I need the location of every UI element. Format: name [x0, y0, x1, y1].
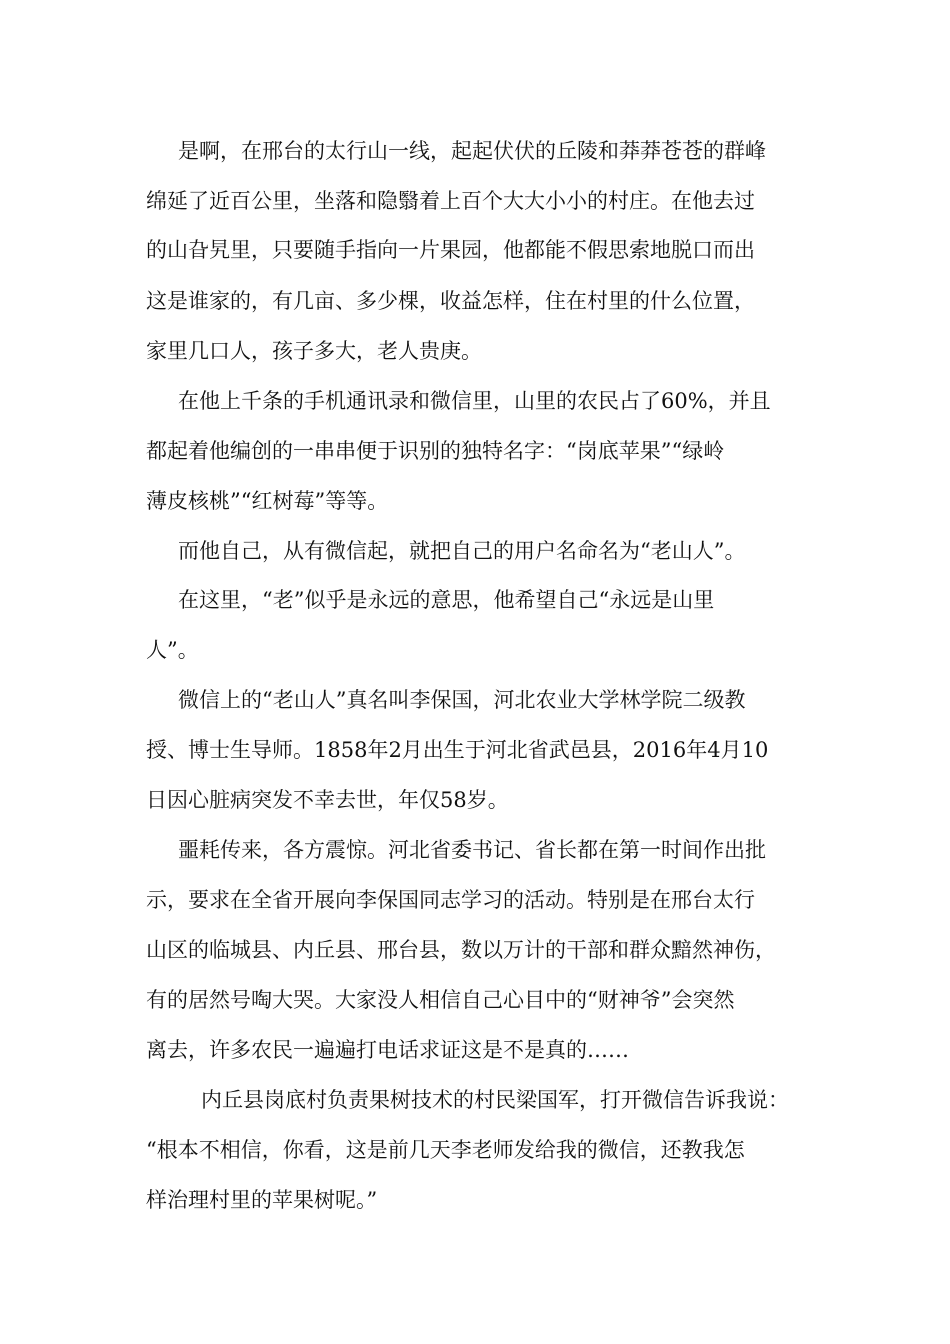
text-line: 日因心脏病突发不幸去世，年仅58岁。 — [146, 788, 509, 812]
text-line: 家里几口人，孩子多大，老人贵庚。 — [146, 339, 482, 363]
text-line: 人”。 — [146, 638, 199, 662]
text-line: 样治理村里的苹果树呢。” — [146, 1188, 378, 1212]
text-line: 在这里，“老”似乎是永远的意思，他希望自己“永远是山里 — [178, 588, 715, 612]
text-line: 都起着他编创的一串串便于识别的独特名字：“岗底苹果”“绿岭 — [146, 439, 725, 463]
text-line: 内丘县岗底村负责果树技术的村民梁国军，打开微信告诉我说： — [201, 1088, 789, 1112]
text-line: 绵延了近百公里，坐落和隐翳着上百个大大小小的村庄。在他去过 — [146, 189, 755, 213]
text-line: 薄皮核桃”“红树莓”等等。 — [146, 489, 389, 513]
text-line: 这是谁家的，有几亩、多少棵，收益怎样，住在村里的什么位置， — [146, 289, 755, 313]
text-line: 离去，许多农民一遍遍打电话求证这是不是真的…… — [146, 1038, 629, 1062]
text-line: 是啊，在邢台的太行山一线，起起伏伏的丘陵和莽莽苍苍的群峰 — [178, 139, 766, 163]
text-line: 微信上的“老山人”真名叫李保国，河北农业大学林学院二级教 — [178, 688, 746, 712]
text-line: 授、博士生导师。1858年2月出生于河北省武邑县，2016年4月10 — [146, 738, 769, 762]
text-line: 有的居然号啕大哭。大家没人相信自己心目中的“财神爷”会突然 — [146, 988, 735, 1012]
text-line: 噩耗传来，各方震惊。河北省委书记、省长都在第一时间作出批 — [178, 838, 766, 862]
text-line: 在他上千条的手机通讯录和微信里，山里的农民占了60%，并且 — [178, 389, 771, 413]
text-line: 而他自己，从有微信起，就把自己的用户名命名为“老山人”。 — [178, 539, 746, 563]
text-line: “根本不相信，你看，这是前几天李老师发给我的微信，还教我怎 — [146, 1138, 745, 1162]
text-line: 示，要求在全省开展向李保国同志学习的活动。特别是在邢台太行 — [146, 888, 755, 912]
text-line: 的山旮旯里，只要随手指向一片果园，他都能不假思索地脱口而出 — [146, 238, 755, 262]
text-line: 山区的临城县、内丘县、邢台县，数以万计的干部和群众黯然神伤， — [146, 938, 776, 962]
